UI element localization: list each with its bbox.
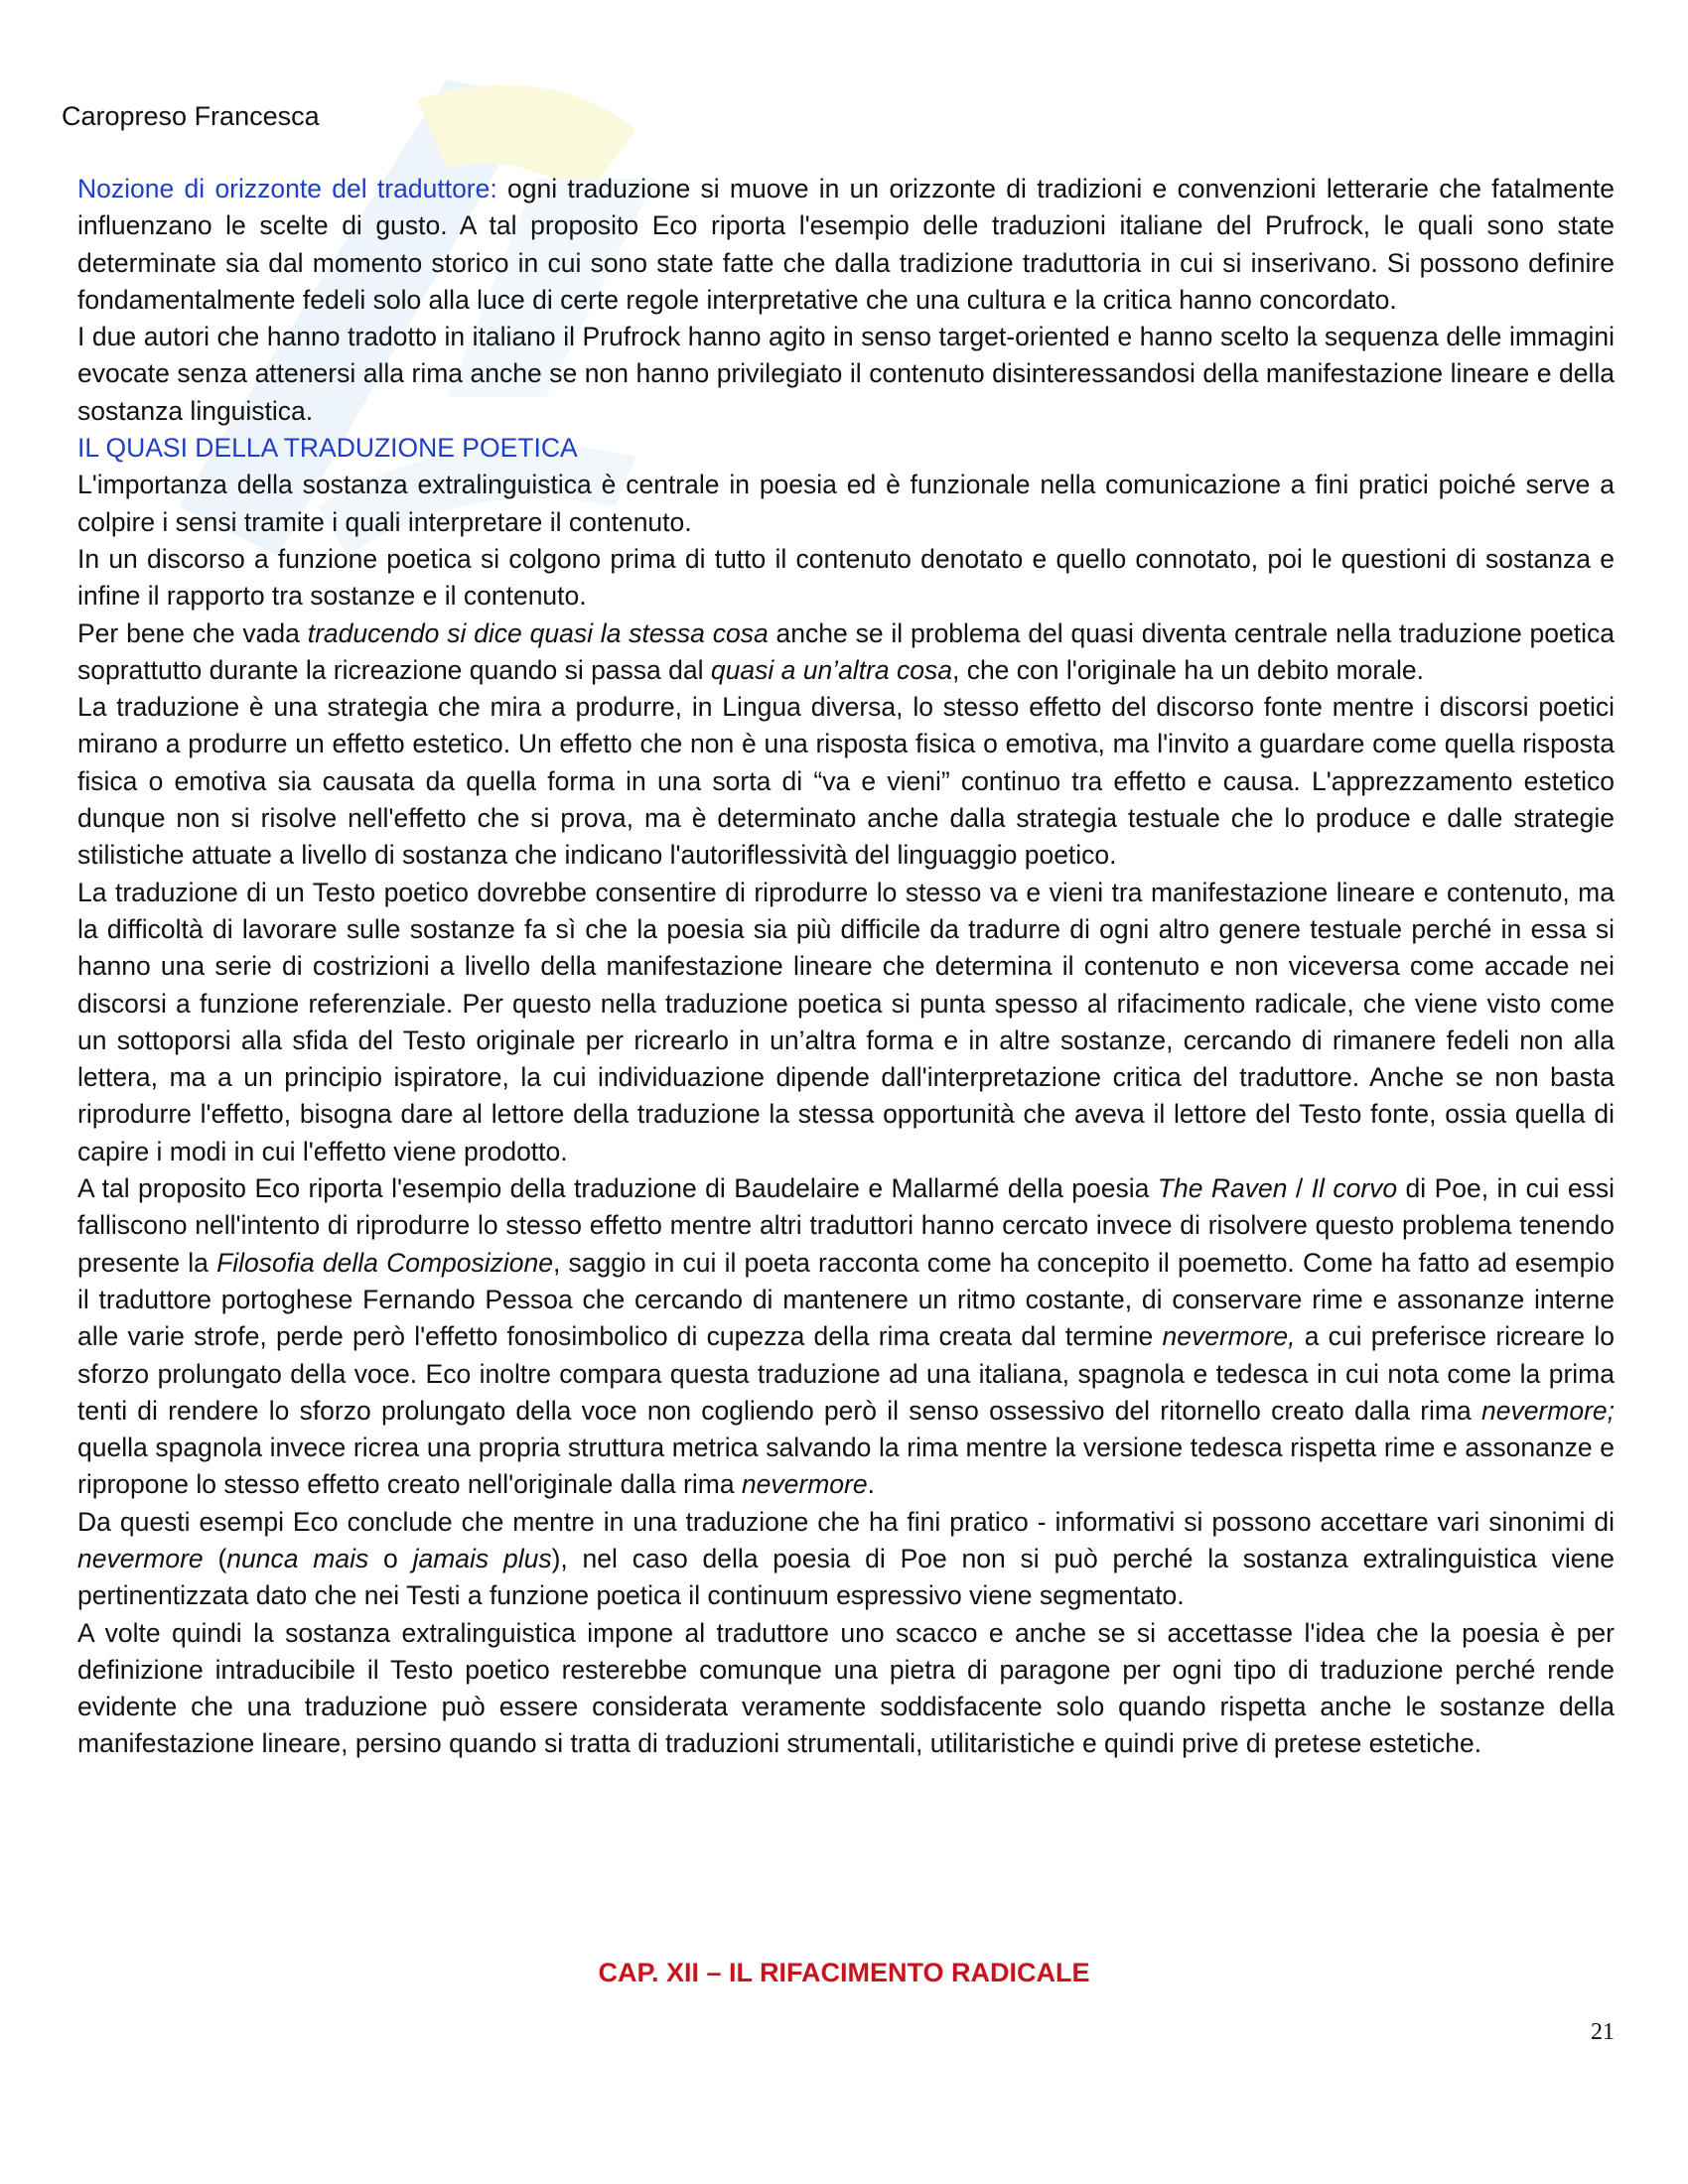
section-heading: IL QUASI DELLA TRADUZIONE POETICA [77, 433, 578, 464]
intro-paragraph-2: I due autori che hanno tradotto in italiano il Prufrock hanno agito in senso target-oriented e hanno scelto la sequenza delle immagini evocate senza attenersi alla rima anche se non hanno privilegiato il contenuto disinteressandosi della manifestazione lineare e della sostanza linguistica. [77, 322, 1615, 426]
page-body [77, 171, 1615, 1763]
section-paragraph-4: La traduzione è una strategia che mira a produrre, in Lingua diversa, lo stesso effetto del discorso fonte mentre i discorsi poetici mirano a produrre un effetto estetico. Un effetto che non è una risposta fisica o emotiva, ma l'invito a guardare come quella risposta fisica o emotiva sia causata da quella forma in una sorta di “va e vieni” continuo tra effetto e causa. L'apprezzamento estetico dunque non si risolve nell'effetto che si prova, ma è determinato anche dalla strategia testuale che lo produce e dalle strategie stilistiche attuate a livello di sostanza che indicano l'autoriflessività del linguaggio poetico. [77, 692, 1615, 871]
term-label: Nozione di orizzonte del traduttore: [77, 174, 497, 204]
section-paragraph-8: A volte quindi la sostanza extralinguistica impone al traduttore uno scacco e anche se si accettasse l'idea che la poesia è per definizione intraducibile il Testo poetico resterebbe comunque una pietra di paragone per ogni tipo di traduzione perché rende evidente che una traduzione può essere considerata veramente soddisfacente solo quando rispetta anche le sostanze della manifestazione lineare, persino quando si tratta di traduzioni strumentali, utilitaristiche e quindi prive di pretese estetiche. [77, 1617, 1615, 1759]
section-paragraph-3: Per bene che vada traducendo si dice quasi la stessa cosa anche se il problema del quasi diventa centrale nella traduzione poetica soprattutto durante la ricreazione quando si passa dal quasi a un’altra cosa, che con l'originale ha un debito morale. [77, 617, 1615, 685]
author-name: Caropreso Francesca [62, 101, 320, 131]
section-paragraph-5: La traduzione di un Testo poetico dovrebbe consentire di riprodurre lo stesso va e vieni tra manifestazione lineare e contenuto, ma la difficoltà di lavorare sulle sostanze fa sì che la poesia sia più difficile da tradurre di ogni altro genere testuale perché in essa si hanno una serie di costrizioni a livello della manifestazione lineare che determina il contenuto e non viceversa come accade nei discorsi a funzione referenziale. Per questo nella traduzione poetica si punta spesso al rifacimento radicale, che viene visto come un sottoporsi alla sfida del Testo originale per ricrearlo in un’altra forma e in altre sostanze, cercando di rimanere fedeli non alla lettera, ma a un principio ispiratore, la cui individuazione dipende dall'interpretazione critica del traduttore. Anche se non basta riprodurre l'effetto, bisogna dare al lettore della traduzione la stessa opportunità che aveva il lettore del Testo fonte, ossia quella di capire i modi in cui l'effetto viene prodotto. [77, 877, 1615, 1166]
section-paragraph-2: In un discorso a funzione poetica si colgono prima di tutto il contenuto denotato e quello connotato, poi le questioni di sostanza e infine il rapporto tra sostanze e il contenuto. [77, 543, 1615, 612]
intro-paragraph-1: Nozione di orizzonte del traduttore: ogni traduzione si muove in un orizzonte di tradizioni e convenzioni letterarie che fatalmente influenzano le scelte di gusto. A tal proposito Eco riporta l'esempio delle traduzioni italiane del Prufrock, le quali sono state determinate sia dal momento storico in cui sono state fatte che dalla tradizione traduttoria in cui si inserivano. Si possono definire fondamentalmente fedeli solo alla luce di certe regole interpretative che una cultura e la critica hanno concordato. [77, 174, 1616, 315]
section-paragraph-7: Da questi esempi Eco conclude che mentre in una traduzione che ha fini pratico - informativi si possono accettare vari sinonimi di nevermore (nunca mais o jamais plus), nel caso della poesia di Poe non si può perché la sostanza extralinguistica viene pertinentizzata dato che nei Testi a funzione poetica il continuum espressivo viene segmentato. [77, 1506, 1616, 1611]
chapter-heading: CAP. XII – IL RIFACIMENTO RADICALE [598, 1958, 1090, 1987]
section-paragraph-1: L'importanza della sostanza extralinguistica è centrale in poesia ed è funzionale nella comunicazione a fini pratici poiché serve a colpire i sensi tramite i quali interpretare il contenuto. [77, 470, 1615, 537]
page-number: 21 [1591, 2019, 1615, 2045]
section-paragraph-6: A tal proposito Eco riporta l'esempio della traduzione di Baudelaire e Mallarmé della poesia The Raven / Il corvo di Poe, in cui essi falliscono nell'intento di riprodurre lo stesso effetto mentre altri traduttori hanno cercato invece di risolvere questo problema tenendo presente la Filosofia della Composizione, saggio in cui il poeta racconta come ha concepito il poemetto. Come ha fatto ad esempio il traduttore portoghese Fernando Pessoa che cercando di mantenere un ritmo costante, di conservare rime e assonanze interne alle varie strofe, perde però l'effetto fonosimbolico di cupezza della rima creata dal termine nevermore, a cui preferisce ricreare lo sforzo prolungato della voce. Eco inoltre compara questa traduzione ad una italiana, spagnola e tedesca in cui nota come la prima tenti di rendere lo sforzo prolungato della voce non cogliendo però il senso ossessivo del ritornello creato dalla rima nevermore; quella spagnola invece ricrea una propria struttura metrica salvando la rima mentre la versione tedesca rispetta rime e assonanze e ripropone lo stesso effetto creato nell'originale dalla rima nevermore. [77, 1173, 1615, 1500]
